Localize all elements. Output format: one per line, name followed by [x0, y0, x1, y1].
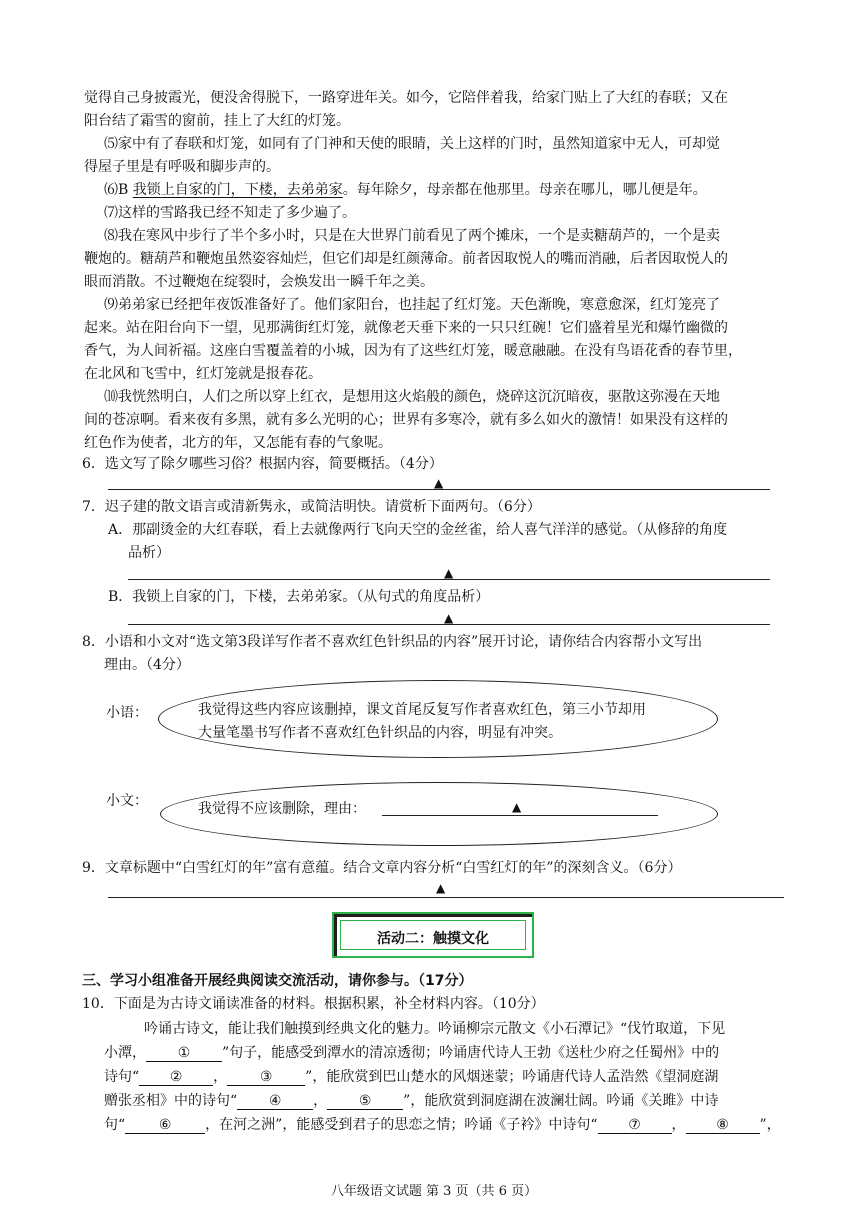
answer-marker: ▲: [512, 800, 522, 814]
question-7-b: B．我锁上自家的门，下楼，去弟弟家。（从句式的角度品析）: [108, 589, 490, 605]
passage-line: 香气，为人间祈福。这座白雪覆盖着的小城，因为有了这些红灯笼，暖意融融。在没有鸟语花香的春节里，: [84, 343, 742, 359]
xiaowen-speech-text: 我觉得不应该删除，理由：: [198, 801, 366, 817]
xiaoyu-speech-line: 大量笔墨书写作者不喜欢红色针织品的内容，明显有冲突。: [198, 725, 562, 741]
answer-line-q6[interactable]: [108, 489, 770, 490]
paragraph-6: [104, 181, 804, 199]
passage-line: 阳台结了霜雪的窗前，挂上了大红的灯笼。: [84, 113, 350, 129]
passage-line: 觉得自己身披霞光，便没舍得脱下，一路穿进年关。如今，它陪伴着我，给家门贴上了大红的春联；又在: [84, 90, 728, 106]
question-7-a-cont: 品析）: [128, 545, 170, 561]
xiaoyu-speech-line: 我觉得这些内容应该删掉，课文首尾反复写作者喜欢红色，第三小节却用: [198, 702, 646, 718]
question-10-text: 小潭， ① ”句子，能感受到潭水的清凉透彻；吟诵唐代诗人王勃《送杜少府之任蜀州》中的: [104, 1045, 720, 1061]
answer-line-q9[interactable]: [108, 897, 784, 898]
question-10-text: 句“ ⑥ ，在河之洲”，能感受到君子的思恋之情；吟诵《子衿》中诗句“ ⑦ ， ⑧ ”，: [104, 1117, 781, 1133]
sentence-b-underlined: 我锁上自家的门，下楼，去弟弟家: [132, 182, 343, 198]
section-3-title: 三、学习小组准备开展经典阅读交流活动，请你参与。（17分）: [82, 973, 473, 989]
fill-blank-4[interactable]: ④: [237, 1093, 313, 1110]
paragraph-8: ⑻我在寒风中步行了半个多小时，只是在大世界门前看见了两个摊床，一个是卖糖葫芦的，一个是卖: [104, 228, 720, 244]
passage-line: 在北风和飞雪中，红灯笼就是报春花。: [84, 366, 322, 382]
question-7-a: A．那副烫金的大红春联，看上去就像两行飞向天空的金丝雀，给人喜气洋洋的感觉。（从修辞的角度: [108, 522, 728, 538]
page-footer: 八年级语文试题 第 3 页（共 6 页）: [330, 1184, 538, 1199]
paragraph-5: ⑸家中有了春联和灯笼，如同有了门神和天使的眼睛，关上这样的门时，虽然知道家中无人，可却觉: [104, 136, 720, 152]
activity-banner: [332, 912, 534, 958]
passage-line: 红色作为使者，北方的年，又怎能有春的气象呢。: [84, 435, 392, 451]
sentence-b-marker: ⑹B: [104, 182, 133, 198]
paragraph-10: ⑽我恍然明白，人们之所以穿上红衣，是想用这火焰般的颜色，烧碎这沉沉暗夜，驱散这弥漫在天地: [104, 389, 720, 405]
fill-blank-3[interactable]: ③: [227, 1069, 305, 1086]
answer-marker: ▲: [434, 476, 444, 490]
question-10: 10．下面是为古诗文诵读准备的材料。根据积累，补全材料内容。（10分）: [82, 996, 545, 1012]
question-9: 9．文章标题中“白雪红灯的年”富有意蕴。结合文章内容分析“白雪红灯的年”的深刻含义。（6分）: [82, 860, 682, 876]
answer-marker: ▲: [444, 566, 454, 580]
answer-marker: ▲: [436, 881, 446, 895]
answer-line-q7a[interactable]: [128, 579, 770, 580]
question-7: 7．迟子建的散文语言或清新隽永，或简洁明快。请赏析下面两句。（6分）: [82, 499, 541, 515]
question-6: 6．选文写了除夕哪些习俗？根据内容，简要概括。（4分）: [82, 456, 443, 472]
passage-line: 眼而消散。不过鞭炮在绽裂时，会焕发出一瞬千年之美。: [84, 274, 434, 290]
passage-line: 起来。站在阳台向下一望，见那满街红灯笼，就像老天垂下来的一只只红碗！它们盛着星光和爆竹幽微的: [84, 320, 728, 336]
xiaowen-label: 小文：: [106, 793, 148, 809]
question-8-cont: 理由。（4分）: [104, 657, 190, 673]
xiaoyu-label: 小语：: [106, 705, 148, 721]
fill-blank-7[interactable]: ⑦: [598, 1117, 672, 1134]
paragraph-6-rest: 。每年除夕，母亲都在他那里。母亲在哪儿，哪儿便是年。: [342, 182, 707, 198]
paragraph-9: ⑼弟弟家已经把年夜饭准备好了。他们家阳台，也挂起了红灯笼。天色渐晚，寒意愈深，红灯笼亮了: [104, 297, 720, 313]
question-10-text: 诗句“ ② ， ③ ”，能欣赏到巴山楚水的风烟迷蒙；吟诵唐代诗人孟浩然《望洞庭湖: [104, 1069, 719, 1085]
question-10-text: 吟诵古诗文，能让我们触摸到经典文化的魅力。吟诵柳宗元散文《小石潭记》“伐竹取道，下见: [144, 1021, 726, 1037]
passage-line: 得屋子里是有呼吸和脚步声的。: [84, 159, 280, 175]
activity-title: 活动二：触摸文化: [377, 931, 489, 947]
answer-marker: ▲: [444, 611, 454, 625]
fill-blank-6[interactable]: ⑥: [125, 1117, 205, 1134]
answer-line-q7b[interactable]: [128, 624, 770, 625]
question-10-text: 赠张丞相》中的诗句“ ④ ， ⑤ ”，能欣赏到洞庭湖在波澜壮阔。吟诵《关雎》中诗: [104, 1093, 719, 1109]
question-8: 8．小语和小文对“选文第3段详写作者不喜欢红色针织品的内容”展开讨论，请你结合内容帮小文写出: [82, 634, 703, 650]
fill-blank-1[interactable]: ①: [146, 1045, 222, 1062]
fill-blank-5[interactable]: ⑤: [327, 1093, 403, 1110]
fill-blank-2[interactable]: ②: [139, 1069, 213, 1086]
fill-blank-8[interactable]: ⑧: [686, 1117, 760, 1134]
answer-line-q8[interactable]: [382, 815, 658, 816]
paragraph-7: ⑺这样的雪路我已经不知走了多少遍了。: [104, 205, 356, 221]
passage-line: 间的苍凉啊。看来夜有多黑，就有多么光明的心；世界有多寒冷，就有多么如火的激情！如果没有这样的: [84, 412, 728, 428]
passage-line: 鞭炮的。糖葫芦和鞭炮虽然姿容灿烂，但它们却是红颜薄命。前者因取悦人的嘴而消融，后者因取悦人的: [84, 251, 728, 267]
